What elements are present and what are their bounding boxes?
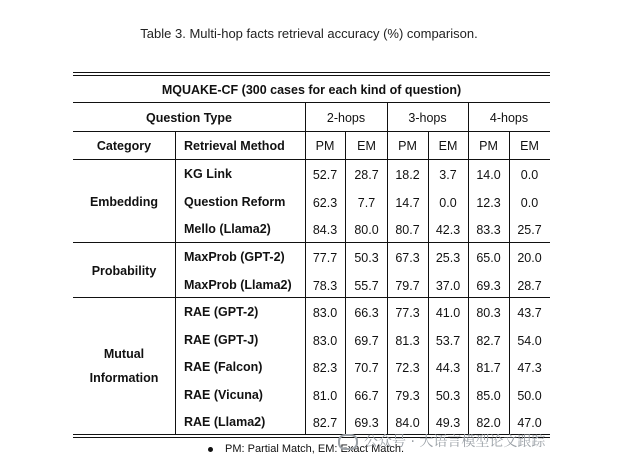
value-cell: 25.7 xyxy=(517,223,542,237)
value-cell: 0.0 xyxy=(520,168,539,182)
value-cell: 80.0 xyxy=(354,223,379,237)
value-cell: 84.0 xyxy=(395,416,420,430)
method-cell: RAE (Llama2) xyxy=(184,415,266,429)
method-cell: MaxProb (Llama2) xyxy=(184,278,292,292)
value-cell: 18.2 xyxy=(395,168,420,182)
value-cell: 54.0 xyxy=(517,334,542,348)
method-cell: Mello (Llama2) xyxy=(184,222,271,236)
category-probability: Probability xyxy=(91,264,157,278)
value-cell: 82.7 xyxy=(312,416,338,430)
value-cell: 80.7 xyxy=(395,223,420,237)
hop-group-header: 4-hops xyxy=(489,111,529,125)
hop-group-header: 2-hops xyxy=(326,111,366,125)
value-cell: 47.3 xyxy=(517,361,542,375)
group-rule-1 xyxy=(73,242,550,243)
value-cell: 0.0 xyxy=(520,196,539,210)
value-cell: 83.0 xyxy=(312,306,338,320)
method-header: Retrieval Method xyxy=(184,139,285,153)
value-cell: 12.3 xyxy=(476,196,501,210)
value-cell: 69.3 xyxy=(476,279,501,293)
header-rule-3 xyxy=(73,159,550,160)
metric-header: EM xyxy=(357,139,376,153)
value-cell: 82.3 xyxy=(312,361,338,375)
value-cell: 78.3 xyxy=(312,279,338,293)
value-cell: 81.7 xyxy=(476,361,501,375)
value-cell: 69.3 xyxy=(354,416,379,430)
value-cell: 28.7 xyxy=(354,168,379,182)
value-cell: 67.3 xyxy=(395,251,420,265)
group-rule-2 xyxy=(73,297,550,298)
value-cell: 80.3 xyxy=(476,306,501,320)
metric-header: EM xyxy=(520,139,539,153)
vline-category xyxy=(175,131,176,435)
value-cell: 20.0 xyxy=(517,251,542,265)
value-cell: 83.0 xyxy=(312,334,338,348)
value-cell: 82.0 xyxy=(476,416,501,430)
value-cell: 53.7 xyxy=(435,334,461,348)
method-cell: RAE (Falcon) xyxy=(184,360,263,374)
watermark-text: 公众号 · 大语言模型论文跟踪 xyxy=(364,434,546,450)
header-rule-1 xyxy=(73,102,550,103)
value-cell: 66.7 xyxy=(354,389,379,403)
value-cell: 50.3 xyxy=(435,389,461,403)
method-cell: RAE (GPT-2) xyxy=(184,305,259,319)
value-cell: 62.3 xyxy=(312,196,338,210)
method-cell: RAE (GPT-J) xyxy=(184,333,259,347)
category-mutual: Mutual xyxy=(103,347,145,361)
value-cell: 14.7 xyxy=(395,196,420,210)
footnote-text: PM: Partial Match, EM: Exact Match. xyxy=(225,443,405,455)
value-cell: 42.3 xyxy=(435,223,461,237)
method-cell: KG Link xyxy=(184,167,232,181)
question-type-header: Question Type xyxy=(146,111,232,125)
value-cell: 7.7 xyxy=(357,196,376,210)
value-cell: 81.3 xyxy=(395,334,420,348)
metric-header: PM xyxy=(315,139,335,153)
header-rule-2 xyxy=(73,131,550,132)
value-cell: 83.3 xyxy=(476,223,501,237)
top-rule-2 xyxy=(73,75,550,76)
value-cell: 43.7 xyxy=(517,306,542,320)
value-cell: 41.0 xyxy=(435,306,461,320)
value-cell: 50.3 xyxy=(354,251,379,265)
value-cell: 84.3 xyxy=(312,223,338,237)
metric-header: EM xyxy=(438,139,458,153)
value-cell: 37.0 xyxy=(435,279,461,293)
category-information: Information xyxy=(89,371,159,385)
top-rule xyxy=(73,72,550,73)
value-cell: 79.7 xyxy=(395,279,420,293)
value-cell: 28.7 xyxy=(517,279,542,293)
method-cell: MaxProb (GPT-2) xyxy=(184,250,285,264)
method-cell: RAE (Vicuna) xyxy=(184,388,263,402)
value-cell: 82.7 xyxy=(476,334,501,348)
value-cell: 3.7 xyxy=(439,168,457,182)
metric-header: PM xyxy=(479,139,498,153)
value-cell: 85.0 xyxy=(476,389,501,403)
category-embedding: Embedding xyxy=(89,195,159,209)
value-cell: 79.3 xyxy=(395,389,420,403)
value-cell: 77.3 xyxy=(395,306,420,320)
method-cell: Question Reform xyxy=(184,195,286,209)
value-cell: 44.3 xyxy=(435,361,461,375)
wechat-icon xyxy=(338,434,358,450)
value-cell: 65.0 xyxy=(476,251,501,265)
value-cell: 72.3 xyxy=(395,361,420,375)
value-cell: 25.3 xyxy=(435,251,461,265)
bullet-icon xyxy=(208,447,213,452)
value-cell: 52.7 xyxy=(312,168,338,182)
table-title: MQUAKE-CF (300 cases for each kind of question) xyxy=(161,83,462,97)
value-cell: 70.7 xyxy=(354,361,379,375)
value-cell: 81.0 xyxy=(312,389,338,403)
table-caption: Table 3. Multi-hop facts retrieval accuracy (%) comparison. xyxy=(140,26,478,41)
value-cell: 49.3 xyxy=(435,416,461,430)
category-header: Category xyxy=(96,139,152,153)
value-cell: 0.0 xyxy=(439,196,457,210)
value-cell: 66.3 xyxy=(354,306,379,320)
value-cell: 55.7 xyxy=(354,279,379,293)
hop-group-header: 3-hops xyxy=(408,111,447,125)
metric-header: PM xyxy=(398,139,417,153)
value-cell: 69.7 xyxy=(354,334,379,348)
value-cell: 47.0 xyxy=(517,416,542,430)
value-cell: 14.0 xyxy=(476,168,501,182)
watermark xyxy=(338,431,545,451)
value-cell: 50.0 xyxy=(517,389,542,403)
value-cell: 77.7 xyxy=(312,251,338,265)
